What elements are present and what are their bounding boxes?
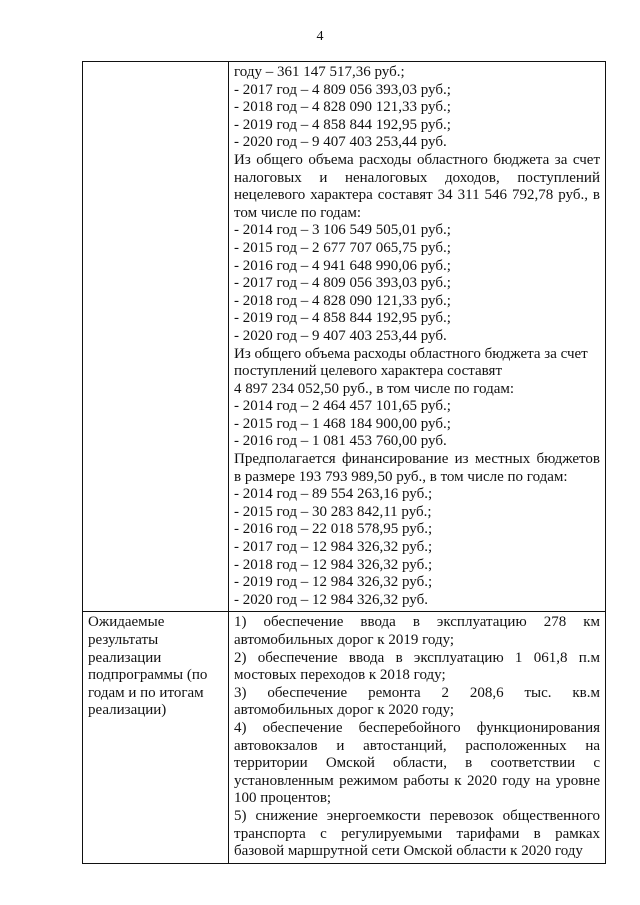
funding-line: - 2016 год – 4 941 648 990,06 руб.; <box>234 257 451 274</box>
expected-results-label: Ожидаемые результаты реализации подпрограммы (по годам и по итогам реализации) <box>83 612 229 863</box>
funding-line: - 2014 год – 3 106 549 505,01 руб.; <box>234 222 451 239</box>
funding-line: - 2016 год – 1 081 453 760,00 руб. <box>234 433 447 450</box>
funding-line: - 2020 год – 9 407 403 253,44 руб. <box>234 327 447 344</box>
funding-line: - 2016 год – 22 018 578,95 руб.; <box>234 521 433 538</box>
result-item: 3) обеспечение ремонта 2 208,6 тыс. кв.м автомобильных дорог к 2020 году; <box>234 684 600 719</box>
funding-line: - 2019 год – 4 858 844 192,95 руб.; <box>234 116 451 133</box>
page-number: 4 <box>316 29 324 44</box>
result-item: 4) обеспечение бесперебойного функционирования автовокзалов и автостанций, расположенных на территории Омской области, в соответствии с установленным режимом работы к 2020 году на уровне 100 процентов; <box>234 719 600 807</box>
funding-line: - 2017 год – 4 809 056 393,03 руб.; <box>234 81 451 98</box>
financing-label-cell <box>83 62 229 612</box>
funding-line: году – 361 147 517,36 руб.; <box>234 64 405 80</box>
result-item: 5) снижение энергоемкости перевозок общественного транспорта с регулируемыми тарифами в рамках базовой маршрутной сети Омской области к 2020 году <box>234 807 600 860</box>
funding-line: - 2015 год – 30 283 842,11 руб.; <box>234 503 432 520</box>
funding-line: - 2019 год – 4 858 844 192,95 руб.; <box>234 310 451 327</box>
regional-target-amount: 4 897 234 052,50 руб., в том числе по годам: <box>234 380 515 397</box>
expected-results-row <box>83 612 606 863</box>
financing-content-cell <box>229 62 606 612</box>
funding-line: - 2015 год – 2 677 707 065,75 руб.; <box>234 239 451 256</box>
result-item: 1) обеспечение ввода в эксплуатацию 278 км автомобильных дорог к 2019 году; <box>234 614 600 648</box>
funding-line: - 2014 год – 2 464 457 101,65 руб.; <box>234 398 451 415</box>
funding-line: - 2018 год – 12 984 326,32 руб.; <box>234 556 433 573</box>
funding-line: - 2015 год – 1 468 184 900,00 руб.; <box>234 415 451 432</box>
local-budget-paragraph: Предполагается финансирование из местных бюджетов в размере 193 793 989,50 руб., в том числе по годам: <box>234 451 600 485</box>
expected-results-content <box>229 612 606 863</box>
funding-line: - 2019 год – 12 984 326,32 руб.; <box>234 574 433 591</box>
regional-nontarget-paragraph: Из общего объема расходы областного бюджета за счет налоговых и неналоговых доходов, поступлений нецелевого характера составят 34 311 546 792,78 руб., в том числе по годам: <box>234 151 600 221</box>
funding-line: - 2020 год – 12 984 326,32 руб. <box>234 591 428 608</box>
funding-line: - 2017 год – 4 809 056 393,03 руб.; <box>234 275 451 292</box>
regional-target-paragraph: Из общего объема расходы областного бюджета за счет поступлений целевого характера составят <box>234 345 588 380</box>
financing-row <box>83 62 606 612</box>
funding-line: - 2017 год – 12 984 326,32 руб.; <box>234 539 433 556</box>
funding-line: - 2018 год – 4 828 090 121,33 руб.; <box>234 99 451 116</box>
funding-line: - 2018 год – 4 828 090 121,33 руб.; <box>234 292 451 309</box>
funding-line: - 2020 год – 9 407 403 253,44 руб. <box>234 134 447 151</box>
subprogram-passport-table <box>82 61 606 864</box>
funding-line: - 2014 год – 89 554 263,16 руб.; <box>234 486 433 503</box>
result-item: 2) обеспечение ввода в эксплуатацию 1 061,8 п.м мостовых переходов к 2018 году; <box>234 649 600 684</box>
